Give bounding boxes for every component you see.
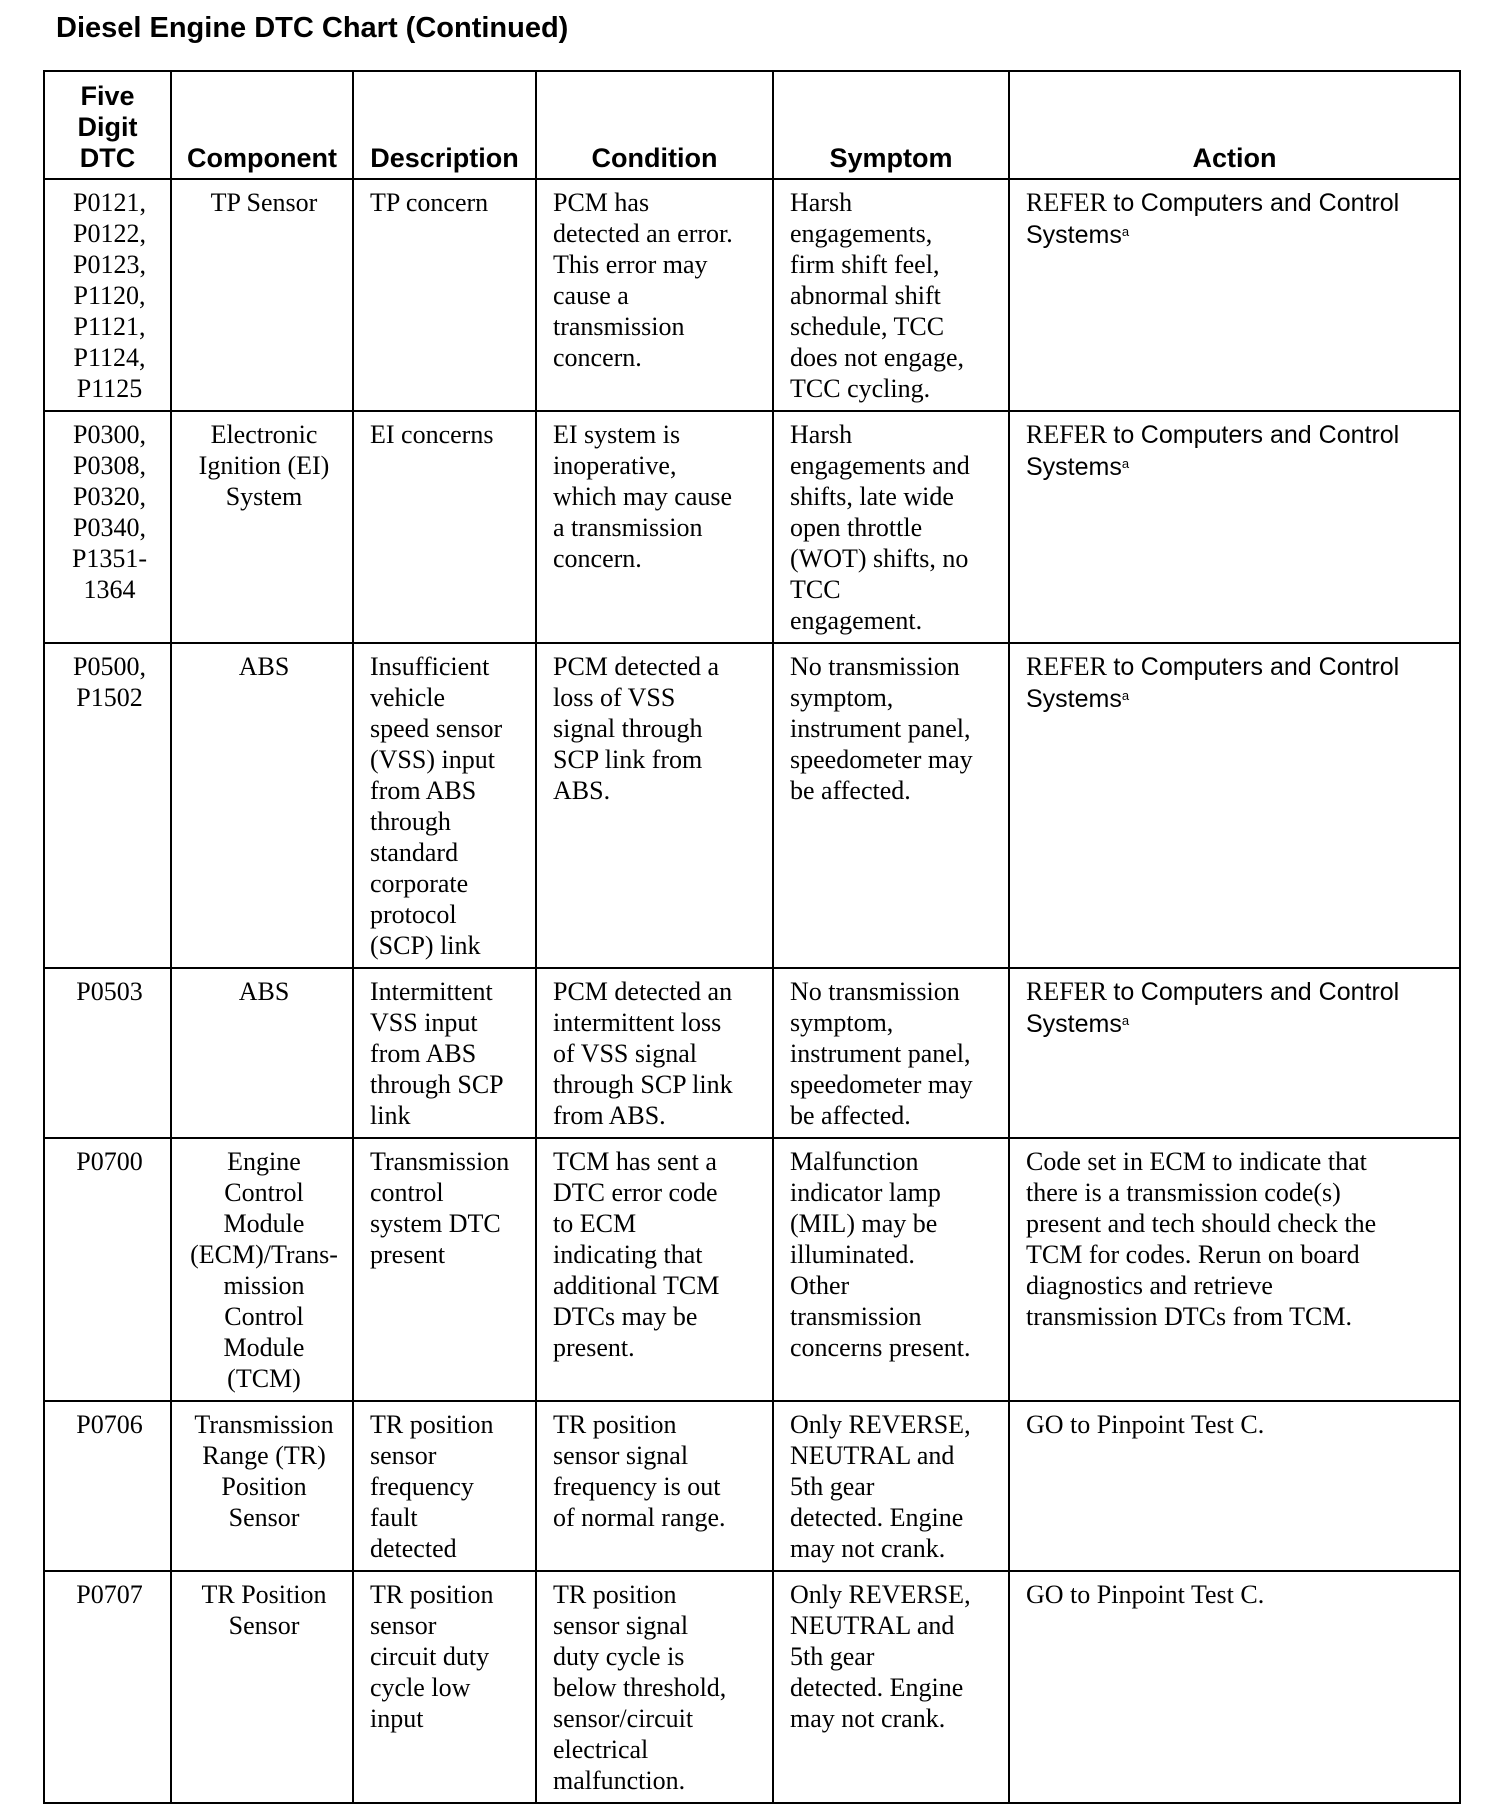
- description-line: corporate: [370, 869, 469, 898]
- condition-line: malfunction.: [553, 1766, 686, 1795]
- table-row: [44, 643, 1460, 968]
- cell-component: [171, 1138, 353, 1401]
- table-row: [44, 1138, 1460, 1401]
- cell-description: [353, 179, 536, 411]
- action-to: to: [1113, 421, 1135, 449]
- symptom-line: Only REVERSE,: [790, 1410, 971, 1439]
- table-row: [44, 1571, 1460, 1803]
- symptom-line: symptom,: [790, 683, 894, 712]
- action-line: TCM for codes. Rerun on board: [1026, 1240, 1360, 1269]
- action-line: Code set in ECM to indicate that: [1026, 1147, 1367, 1176]
- symptom-line: Harsh: [790, 188, 853, 217]
- cell-description: [353, 968, 536, 1138]
- description-line: circuit duty: [370, 1642, 490, 1671]
- cell-condition: [536, 1401, 773, 1571]
- description-line: through SCP: [370, 1070, 504, 1099]
- symptom-line: schedule, TCC: [790, 312, 945, 341]
- condition-line: signal through: [553, 714, 703, 743]
- symptom-line: Only REVERSE,: [790, 1580, 971, 1609]
- description-line: from ABS: [370, 776, 477, 805]
- cell-action: [1009, 1571, 1460, 1803]
- condition-line: PCM detected an: [553, 977, 733, 1006]
- action-line: GO to Pinpoint Test C.: [1026, 1580, 1265, 1609]
- symptom-line: 5th gear: [790, 1642, 875, 1671]
- header-action: Action: [1009, 71, 1460, 179]
- footnote-marker: a: [1121, 688, 1130, 703]
- condition-line: detected an error.: [553, 219, 733, 248]
- condition-line: sensor/circuit: [553, 1704, 694, 1733]
- cell-symptom: [773, 643, 1009, 968]
- description-line: fault: [370, 1503, 418, 1532]
- symptom-line: instrument panel,: [790, 714, 971, 743]
- cell-dtc: [44, 411, 171, 643]
- description-line: sensor: [370, 1441, 437, 1470]
- dtc-line: P1351-: [71, 544, 148, 573]
- action-reference-link-cont[interactable]: Systems: [1026, 1010, 1122, 1038]
- header-symptom: Symptom: [773, 71, 1009, 179]
- header-condition: Condition: [536, 71, 773, 179]
- dtc-line: P0700: [76, 1147, 143, 1176]
- dtc-line: P0707: [76, 1580, 143, 1609]
- action-to: to: [1113, 189, 1135, 217]
- action-reference-link-cont[interactable]: Systems: [1026, 453, 1122, 481]
- dtc-line: P1502: [76, 683, 143, 712]
- cell-symptom: [773, 1401, 1009, 1571]
- component-line: System: [225, 482, 303, 511]
- symptom-line: does not engage,: [790, 343, 965, 372]
- symptom-line: 5th gear: [790, 1472, 875, 1501]
- description-line: speed sensor: [370, 714, 503, 743]
- component-line: Engine: [227, 1147, 301, 1176]
- dtc-line: P0300,: [73, 420, 146, 449]
- symptom-line: symptom,: [790, 1008, 894, 1037]
- dtc-line: P0121,: [73, 188, 146, 217]
- cell-action: [1009, 179, 1460, 411]
- component-line: (ECM)/Trans-: [190, 1240, 338, 1269]
- component-line: Module: [223, 1333, 305, 1362]
- symptom-line: engagements and: [790, 451, 970, 480]
- condition-line: DTC error code: [553, 1178, 718, 1207]
- cell-action: [1009, 411, 1460, 643]
- symptom-line: detected. Engine: [790, 1673, 964, 1702]
- cell-dtc: [44, 179, 171, 411]
- cell-dtc: [44, 1571, 171, 1803]
- condition-line: transmission: [553, 312, 685, 341]
- cell-dtc: [44, 1401, 171, 1571]
- action-reference-link[interactable]: Computers and Control: [1140, 421, 1400, 449]
- symptom-line: open throttle: [790, 513, 923, 542]
- condition-line: TCM has sent a: [553, 1147, 717, 1176]
- condition-line: loss of VSS: [553, 683, 676, 712]
- condition-line: sensor signal: [553, 1441, 689, 1470]
- symptom-line: transmission: [790, 1302, 922, 1331]
- condition-line: sensor signal: [553, 1611, 689, 1640]
- description-line: TP concern: [370, 188, 489, 217]
- condition-line: frequency is out: [553, 1472, 721, 1501]
- condition-line: TR position: [553, 1410, 677, 1439]
- cell-condition: [536, 179, 773, 411]
- header-component: Component: [171, 71, 353, 179]
- symptom-line: engagements,: [790, 219, 933, 248]
- action-refer: REFER: [1026, 652, 1107, 681]
- description-line: control: [370, 1178, 444, 1207]
- condition-line: of VSS signal: [553, 1039, 697, 1068]
- component-line: Control: [224, 1178, 304, 1207]
- action-line: transmission DTCs from TCM.: [1026, 1302, 1352, 1331]
- symptom-line: be affected.: [790, 1101, 911, 1130]
- condition-line: through SCP link: [553, 1070, 733, 1099]
- dtc-line: P0503: [76, 977, 143, 1006]
- cell-condition: [536, 411, 773, 643]
- cell-component: [171, 643, 353, 968]
- cell-symptom: [773, 1138, 1009, 1401]
- cell-symptom: [773, 411, 1009, 643]
- condition-line: SCP link from: [553, 745, 703, 774]
- dtc-table: [43, 70, 1461, 1804]
- description-line: through: [370, 807, 451, 836]
- dtc-line: P0308,: [73, 451, 146, 480]
- table-row: [44, 1401, 1460, 1571]
- description-line: standard: [370, 838, 459, 867]
- condition-line: indicating that: [553, 1240, 703, 1269]
- symptom-line: Other: [790, 1271, 850, 1300]
- component-line: TR Position: [201, 1580, 327, 1609]
- condition-line: below threshold,: [553, 1673, 727, 1702]
- dtc-line: P1124,: [73, 343, 146, 372]
- action-line: there is a transmission code(s): [1026, 1178, 1341, 1207]
- cell-component: [171, 1401, 353, 1571]
- description-line: input: [370, 1704, 424, 1733]
- cell-condition: [536, 968, 773, 1138]
- description-line: Insufficient: [370, 652, 490, 681]
- description-line: from ABS: [370, 1039, 477, 1068]
- action-reference-link-cont[interactable]: Systems: [1026, 685, 1122, 713]
- symptom-line: detected. Engine: [790, 1503, 964, 1532]
- description-line: Intermittent: [370, 977, 493, 1006]
- symptom-line: be affected.: [790, 776, 911, 805]
- action-reference-link[interactable]: Computers and Control: [1140, 978, 1400, 1006]
- symptom-line: No transmission: [790, 977, 960, 1006]
- symptom-line: abnormal shift: [790, 281, 941, 310]
- action-to: to: [1113, 653, 1135, 681]
- action-to: to: [1113, 978, 1135, 1006]
- symptom-line: instrument panel,: [790, 1039, 971, 1068]
- description-line: sensor: [370, 1611, 437, 1640]
- condition-line: intermittent loss: [553, 1008, 722, 1037]
- component-line: Range (TR): [202, 1441, 326, 1470]
- condition-line: a transmission: [553, 513, 703, 542]
- table-row: [44, 179, 1460, 411]
- condition-line: additional TCM: [553, 1271, 720, 1300]
- symptom-line: TCC: [790, 575, 841, 604]
- cell-action: [1009, 1138, 1460, 1401]
- cell-action: [1009, 1401, 1460, 1571]
- cell-symptom: [773, 1571, 1009, 1803]
- table-row: [44, 411, 1460, 643]
- symptom-line: speedometer may: [790, 1070, 973, 1099]
- cell-description: [353, 1571, 536, 1803]
- action-line: present and tech should check the: [1026, 1209, 1377, 1238]
- dtc-line: P0340,: [73, 513, 146, 542]
- description-line: detected: [370, 1534, 457, 1563]
- component-line: ABS: [238, 652, 290, 681]
- symptom-line: Harsh: [790, 420, 853, 449]
- condition-line: electrical: [553, 1735, 649, 1764]
- action-refer: REFER: [1026, 420, 1107, 449]
- component-line: Sensor: [228, 1503, 300, 1532]
- symptom-line: speedometer may: [790, 745, 973, 774]
- cell-condition: [536, 1138, 773, 1401]
- description-line: cycle low: [370, 1673, 471, 1702]
- component-line: mission: [223, 1271, 305, 1300]
- action-refer: REFER: [1026, 188, 1107, 217]
- symptom-line: No transmission: [790, 652, 960, 681]
- condition-line: concern.: [553, 544, 642, 573]
- symptom-line: NEUTRAL and: [790, 1441, 955, 1470]
- condition-line: DTCs may be: [553, 1302, 698, 1331]
- action-line: GO to Pinpoint Test C.: [1026, 1410, 1265, 1439]
- symptom-line: concerns present.: [790, 1333, 971, 1362]
- cell-description: [353, 643, 536, 968]
- cell-component: [171, 1571, 353, 1803]
- cell-dtc: [44, 968, 171, 1138]
- page-title: Diesel Engine DTC Chart (Continued): [56, 12, 569, 44]
- component-line: Sensor: [228, 1611, 300, 1640]
- description-line: protocol: [370, 900, 457, 929]
- description-line: TR position: [370, 1410, 494, 1439]
- action-refer: REFER: [1026, 977, 1107, 1006]
- component-line: (TCM): [227, 1364, 301, 1393]
- description-line: system DTC: [370, 1209, 501, 1238]
- symptom-line: (WOT) shifts, no: [790, 544, 969, 573]
- component-line: ABS: [238, 977, 290, 1006]
- action-line: diagnostics and retrieve: [1026, 1271, 1273, 1300]
- cell-dtc: [44, 1138, 171, 1401]
- symptom-line: may not crank.: [790, 1534, 946, 1563]
- description-line: (SCP) link: [370, 931, 481, 960]
- condition-line: cause a: [553, 281, 629, 310]
- symptom-line: NEUTRAL and: [790, 1611, 955, 1640]
- dtc-line: P0123,: [73, 250, 146, 279]
- cell-description: [353, 1138, 536, 1401]
- component-line: Transmission: [194, 1410, 334, 1439]
- component-line: Electronic: [210, 420, 318, 449]
- dtc-line: P0706: [76, 1410, 143, 1439]
- symptom-line: Malfunction: [790, 1147, 919, 1176]
- cell-action: [1009, 968, 1460, 1138]
- condition-line: which may cause: [553, 482, 733, 511]
- action-reference-link[interactable]: Computers and Control: [1140, 189, 1400, 217]
- description-line: frequency: [370, 1472, 474, 1501]
- symptom-line: firm shift feel,: [790, 250, 940, 279]
- symptom-line: illuminated.: [790, 1240, 915, 1269]
- cell-symptom: [773, 968, 1009, 1138]
- dtc-line: 1364: [83, 575, 136, 604]
- cell-condition: [536, 643, 773, 968]
- action-reference-link[interactable]: Computers and Control: [1140, 653, 1400, 681]
- condition-line: of normal range.: [553, 1503, 726, 1532]
- cell-component: [171, 968, 353, 1138]
- component-line: TP Sensor: [210, 188, 318, 217]
- symptom-line: TCC cycling.: [790, 374, 931, 403]
- footnote-marker: a: [1121, 456, 1130, 471]
- cell-dtc: [44, 643, 171, 968]
- condition-line: concern.: [553, 343, 642, 372]
- action-reference-link-cont[interactable]: Systems: [1026, 221, 1122, 249]
- condition-line: PCM has: [553, 188, 650, 217]
- symptom-line: engagement.: [790, 606, 923, 635]
- cell-component: [171, 179, 353, 411]
- symptom-line: indicator lamp: [790, 1178, 941, 1207]
- dtc-line: P1121,: [73, 312, 146, 341]
- dtc-line: P0122,: [73, 219, 146, 248]
- description-line: Transmission: [370, 1147, 510, 1176]
- cell-description: [353, 411, 536, 643]
- cell-condition: [536, 1571, 773, 1803]
- component-line: Control: [224, 1302, 304, 1331]
- condition-line: ABS.: [553, 776, 611, 805]
- dtc-line: P1120,: [73, 281, 146, 310]
- description-line: link: [370, 1101, 411, 1130]
- component-line: Position: [221, 1472, 307, 1501]
- header-dtc: Five Digit DTC: [44, 71, 171, 179]
- symptom-line: may not crank.: [790, 1704, 946, 1733]
- symptom-line: shifts, late wide: [790, 482, 954, 511]
- condition-line: from ABS.: [553, 1101, 666, 1130]
- header-description: Description: [353, 71, 536, 179]
- condition-line: to ECM: [553, 1209, 637, 1238]
- condition-line: EI system is: [553, 420, 681, 449]
- cell-symptom: [773, 179, 1009, 411]
- description-line: vehicle: [370, 683, 446, 712]
- component-line: Module: [223, 1209, 305, 1238]
- cell-description: [353, 1401, 536, 1571]
- description-line: (VSS) input: [370, 745, 495, 774]
- footnote-marker: a: [1121, 224, 1130, 239]
- condition-line: duty cycle is: [553, 1642, 685, 1671]
- cell-component: [171, 411, 353, 643]
- table-header-row: [44, 71, 1460, 179]
- description-line: present: [370, 1240, 446, 1269]
- condition-line: TR position: [553, 1580, 677, 1609]
- cell-action: [1009, 643, 1460, 968]
- footnote-marker: a: [1121, 1013, 1130, 1028]
- description-line: VSS input: [370, 1008, 478, 1037]
- dtc-line: P0500,: [73, 652, 146, 681]
- condition-line: present.: [553, 1333, 635, 1362]
- condition-line: inoperative,: [553, 451, 677, 480]
- component-line: Ignition (EI): [198, 451, 330, 480]
- symptom-line: (MIL) may be: [790, 1209, 938, 1238]
- condition-line: This error may: [553, 250, 708, 279]
- condition-line: PCM detected a: [553, 652, 720, 681]
- description-line: EI concerns: [370, 420, 494, 449]
- dtc-line: P0320,: [73, 482, 146, 511]
- table-row: [44, 968, 1460, 1138]
- description-line: TR position: [370, 1580, 494, 1609]
- dtc-line: P1125: [76, 374, 143, 403]
